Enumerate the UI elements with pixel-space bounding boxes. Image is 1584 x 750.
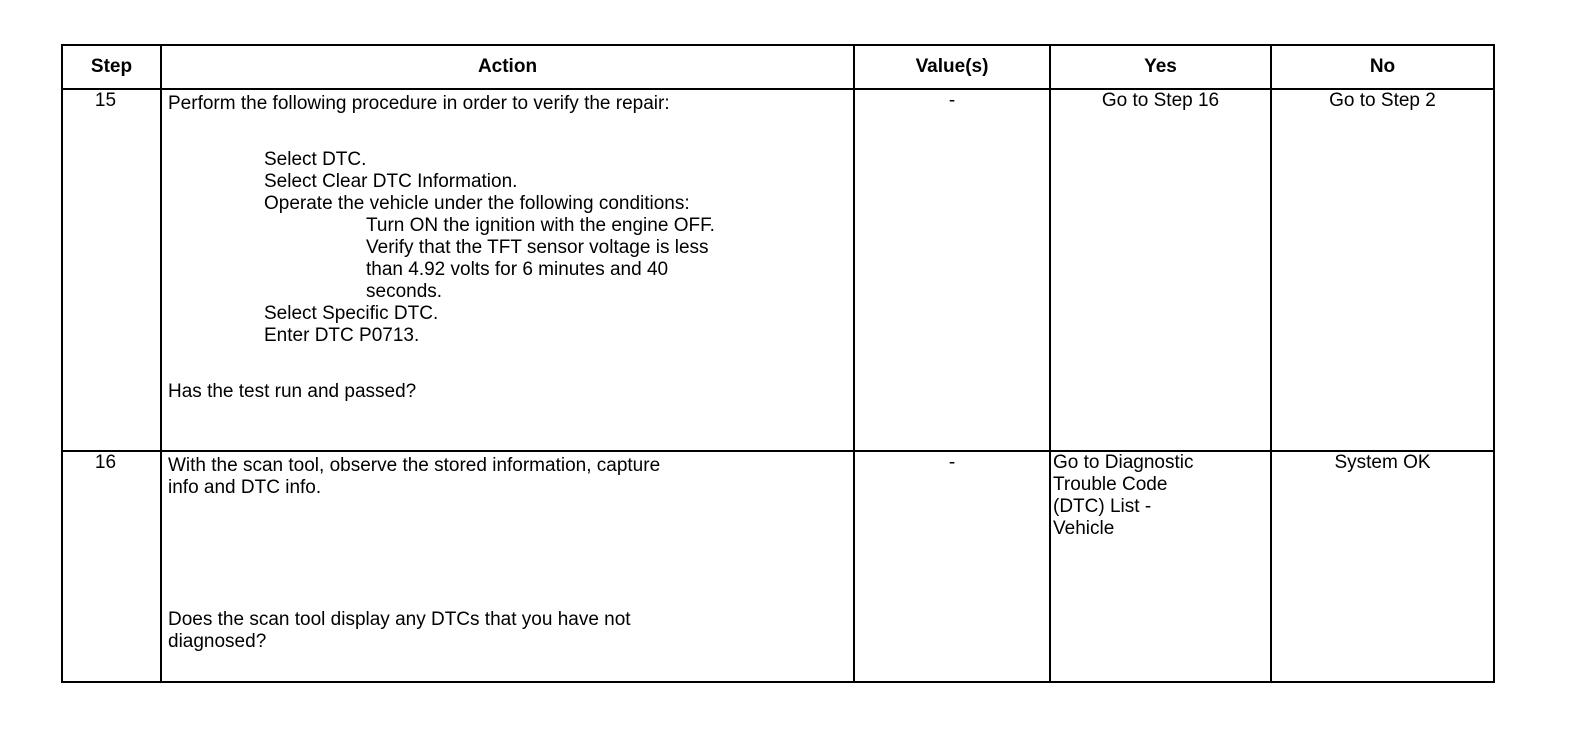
yes-link-line: Go to Diagnostic [1053,452,1194,473]
procedure-item: Select Clear DTC Information. [264,171,518,192]
action-intro: With the scan tool, observe the stored information, capture [168,455,661,476]
no-text: System OK [1334,452,1431,473]
header-row [62,45,1494,89]
step-number: 15 [62,89,161,451]
procedure-item: Select Specific DTC. [264,303,439,324]
procedure-item: Operate the vehicle under the following conditions: [264,193,690,214]
procedure-subitem: than 4.92 volts for 6 minutes and 40 [366,259,669,280]
yes-cell [1050,89,1271,451]
yes-link[interactable]: Go to Step 16 [1101,90,1220,111]
header-yes: Yes [1050,45,1271,89]
yes-link-line: Trouble Code [1053,474,1168,495]
yes-link-line: (DTC) List - [1053,496,1152,517]
action-cell [161,89,854,451]
value-text: - [948,452,956,473]
yes-cell [1050,451,1271,682]
no-link[interactable]: Go to Step 2 [1329,90,1436,111]
no-cell [1271,451,1494,682]
no-cell [1271,89,1494,451]
table-row-step-15 [62,89,1494,451]
action-question: Does the scan tool display any DTCs that you have not [168,609,631,630]
procedure-item: Enter DTC P0713. [264,325,420,346]
header-values: Value(s) [854,45,1050,89]
step-number: 16 [62,451,161,682]
yes-link[interactable] [1051,452,1270,542]
table-row-step-16 [62,451,1494,682]
action-question: diagnosed? [168,631,267,652]
value-text: - [948,90,956,111]
procedure-subitem: seconds. [366,281,443,302]
procedure-item: Select DTC. [264,149,367,170]
procedure-subitem: Verify that the TFT sensor voltage is less [366,237,709,258]
header-action: Action [161,45,854,89]
header-no: No [1271,45,1494,89]
action-intro: Perform the following procedure in order to verify the repair: [168,93,670,114]
yes-link-line: Vehicle [1053,518,1115,539]
value-cell [854,451,1050,682]
procedure-subitem: Turn ON the ignition with the engine OFF. [366,215,715,236]
action-intro: info and DTC info. [168,477,322,498]
action-question: Has the test run and passed? [168,381,417,402]
action-cell [161,451,854,682]
value-cell [854,89,1050,451]
diagnostic-table [61,44,1495,683]
header-step: Step [62,45,161,89]
